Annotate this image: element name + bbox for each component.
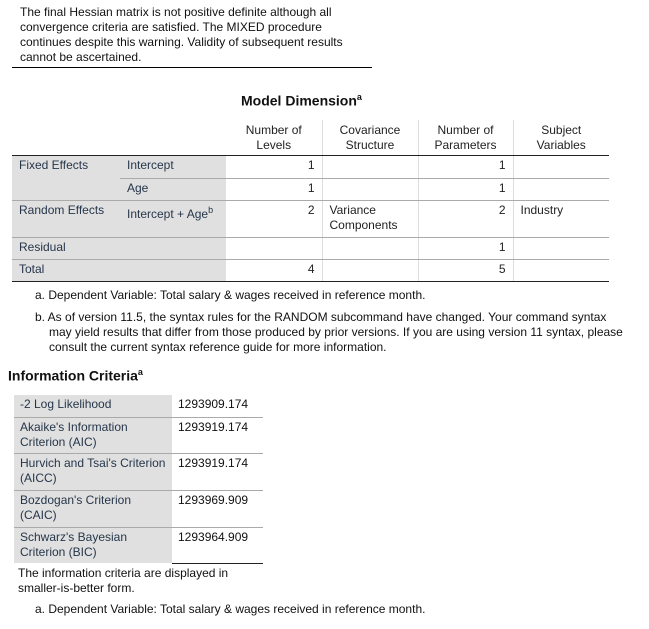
footnote-a: a. Dependent Variable: Total salary & wages received in reference month. (35, 288, 426, 302)
divider (12, 67, 372, 68)
table-row (14, 453, 263, 490)
subject (513, 156, 609, 179)
criterion-label: -2 Log Likelihood (14, 395, 172, 417)
criterion-value: 1293964.909 (172, 527, 263, 563)
params: 1 (418, 238, 513, 260)
information-criteria-table (14, 395, 263, 564)
params: 2 (418, 201, 513, 238)
cov (322, 179, 418, 201)
subject (513, 238, 609, 260)
criterion-value: 1293909.174 (172, 395, 263, 417)
col-header: Number of Parameters (418, 120, 513, 156)
subject: Industry (513, 201, 609, 238)
row-group: Fixed Effects (12, 156, 120, 201)
row-group: Residual (12, 238, 120, 260)
cov: Variance Components (322, 201, 418, 238)
criterion-value: 1293969.909 (172, 490, 263, 527)
table-row (12, 156, 609, 179)
cov (322, 156, 418, 179)
params: 1 (418, 156, 513, 179)
footnote-marker: a (356, 92, 362, 102)
levels: 2 (226, 201, 322, 238)
table-row (14, 417, 263, 453)
table-row (12, 260, 609, 282)
row-effect (120, 260, 226, 282)
information-criteria-title (8, 367, 143, 384)
col-header: Covariance Structure (322, 120, 418, 156)
footnote-b: b. As of version 11.5, the syntax rules for the RANDOM subcommand have changed. Your command syntax may yield results that differ from those produced by prior versions. If you are using version 11 syntax, please consult the current syntax reference guide for more information. (35, 310, 623, 354)
hessian-warning: The final Hessian matrix is not positive definite although all convergence criteria are satisfied. The MIXED procedure continues despite this warning. Validity of subsequent results cannot be ascertained. (20, 5, 343, 64)
title-text: Model Dimension (241, 92, 357, 109)
row-group: Total (12, 260, 120, 282)
row-effect: Intercept (120, 156, 226, 179)
footnote-a: a. Dependent Variable: Total salary & wages received in reference month. (35, 602, 426, 616)
criterion-label: Akaike's Information Criterion (AIC) (14, 417, 172, 453)
empty-header (12, 120, 120, 156)
criteria-note: The information criteria are displayed in smaller-is-better form. (18, 566, 229, 595)
table-row (12, 201, 609, 238)
col-header: Number of Levels (226, 120, 322, 156)
row-group: Random Effects (12, 201, 120, 238)
subject (513, 179, 609, 201)
table-row (12, 238, 609, 260)
levels: 4 (226, 260, 322, 282)
row-effect (120, 238, 226, 260)
params: 1 (418, 179, 513, 201)
levels: 1 (226, 179, 322, 201)
effect-text: Intercept + Age (127, 207, 209, 221)
criterion-value: 1293919.174 (172, 453, 263, 490)
criterion-label: Bozdogan's Criterion (CAIC) (14, 490, 172, 527)
empty-header (120, 120, 226, 156)
model-dimension-title (241, 92, 362, 109)
levels (226, 238, 322, 260)
cov (322, 238, 418, 260)
criterion-label: Schwarz's Bayesian Criterion (BIC) (14, 527, 172, 563)
params: 5 (418, 260, 513, 282)
title-text: Information Criteria (8, 367, 138, 384)
cov (322, 260, 418, 282)
subject (513, 260, 609, 282)
table-row (14, 527, 263, 563)
table-row (14, 395, 263, 417)
model-dimension-table (12, 120, 609, 282)
row-effect (120, 201, 226, 238)
criterion-label: Hurvich and Tsai's Criterion (AICC) (14, 453, 172, 490)
criterion-value: 1293919.174 (172, 417, 263, 453)
footnote-marker: b (208, 205, 214, 215)
row-effect: Age (120, 179, 226, 201)
col-header: Subject Variables (513, 120, 609, 156)
header-row (12, 120, 609, 156)
table-row (14, 490, 263, 527)
footnote-marker: a (137, 367, 143, 377)
levels: 1 (226, 156, 322, 179)
